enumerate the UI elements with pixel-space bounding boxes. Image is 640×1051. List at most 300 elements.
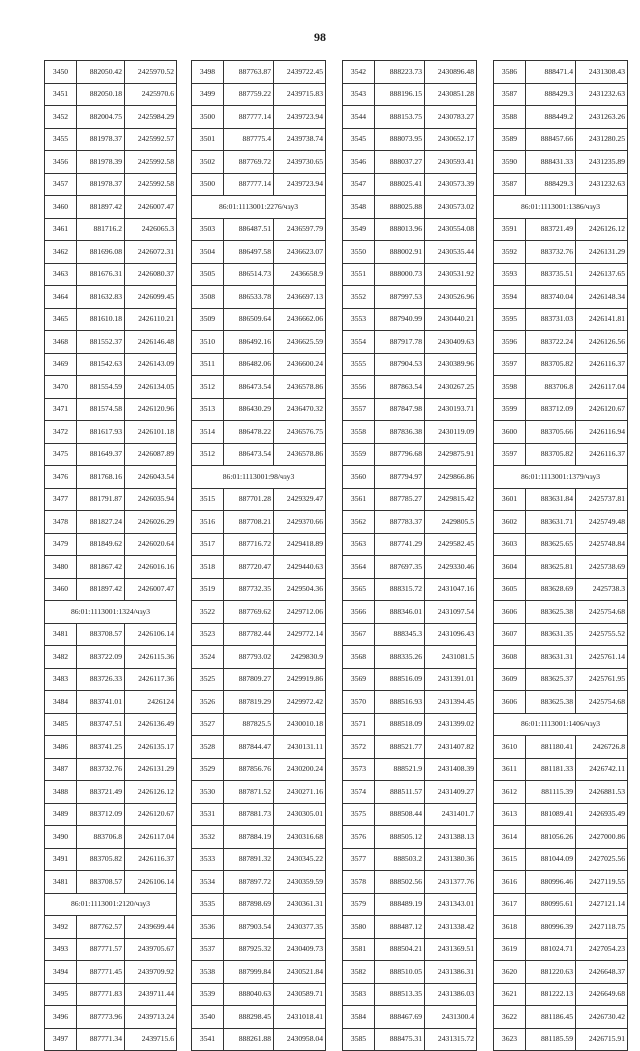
table-row bbox=[45, 1028, 177, 1051]
x-coordinate: 881185.59 bbox=[526, 1028, 576, 1051]
table-row bbox=[494, 893, 628, 916]
table-row bbox=[192, 623, 326, 646]
point-number: 3532 bbox=[192, 826, 224, 849]
x-coordinate: 888505.12 bbox=[375, 826, 425, 849]
x-coordinate: 883625.38 bbox=[526, 601, 576, 624]
x-coordinate: 887904.53 bbox=[375, 353, 425, 376]
point-number: 3541 bbox=[192, 1028, 224, 1051]
x-coordinate: 888013.96 bbox=[375, 218, 425, 241]
y-coordinate: 2430526.96 bbox=[425, 286, 477, 309]
table-row bbox=[494, 1028, 628, 1051]
table-row bbox=[192, 421, 326, 444]
table-row bbox=[494, 308, 628, 331]
y-coordinate: 2436658.9 bbox=[274, 263, 326, 286]
y-coordinate: 2425992.58 bbox=[125, 151, 177, 174]
x-coordinate: 881220.63 bbox=[526, 961, 576, 984]
x-coordinate: 887871.52 bbox=[224, 781, 274, 804]
table-row bbox=[45, 871, 177, 894]
point-number: 3562 bbox=[343, 511, 375, 534]
point-number: 3555 bbox=[343, 353, 375, 376]
table-row bbox=[343, 623, 477, 646]
y-coordinate: 2427025.56 bbox=[576, 848, 628, 871]
point-number: 3526 bbox=[192, 691, 224, 714]
x-coordinate: 883741.25 bbox=[77, 736, 125, 759]
point-number: 3563 bbox=[343, 533, 375, 556]
point-number: 3616 bbox=[494, 871, 526, 894]
x-coordinate: 888475.31 bbox=[375, 1028, 425, 1051]
x-coordinate: 887762.57 bbox=[77, 916, 125, 939]
x-coordinate: 888521.9 bbox=[375, 758, 425, 781]
x-coordinate: 881181.33 bbox=[526, 758, 576, 781]
y-coordinate: 2429329.47 bbox=[274, 488, 326, 511]
y-coordinate: 2430409.63 bbox=[425, 331, 477, 354]
table-row bbox=[343, 151, 477, 174]
y-coordinate: 2426101.18 bbox=[125, 421, 177, 444]
y-coordinate: 2426117.04 bbox=[125, 826, 177, 849]
point-number: 3537 bbox=[192, 938, 224, 961]
y-coordinate: 2429772.14 bbox=[274, 623, 326, 646]
y-coordinate: 2426120.67 bbox=[125, 803, 177, 826]
x-coordinate: 887793.02 bbox=[224, 646, 274, 669]
table-row bbox=[192, 331, 326, 354]
table-row bbox=[45, 533, 177, 556]
y-coordinate: 2436625.59 bbox=[274, 331, 326, 354]
table-row bbox=[45, 173, 177, 196]
table-row bbox=[494, 803, 628, 826]
table-row bbox=[192, 83, 326, 106]
point-number: 3547 bbox=[343, 173, 375, 196]
table-row bbox=[45, 83, 177, 106]
y-coordinate: 2426649.68 bbox=[576, 983, 628, 1006]
y-coordinate: 2426126.56 bbox=[576, 331, 628, 354]
y-coordinate: 2430593.41 bbox=[425, 151, 477, 174]
x-coordinate: 883721.49 bbox=[526, 218, 576, 241]
point-number: 3592 bbox=[494, 241, 526, 264]
table-row bbox=[494, 691, 628, 714]
coordinates-table-1 bbox=[44, 60, 177, 1051]
table-row bbox=[343, 173, 477, 196]
table-row bbox=[494, 848, 628, 871]
point-number: 3517 bbox=[192, 533, 224, 556]
table-row bbox=[494, 961, 628, 984]
y-coordinate: 2430589.71 bbox=[274, 983, 326, 1006]
y-coordinate: 2431343.01 bbox=[425, 893, 477, 916]
y-coordinate: 2425749.48 bbox=[576, 511, 628, 534]
point-number: 3596 bbox=[494, 331, 526, 354]
point-number: 3512 bbox=[192, 376, 224, 399]
x-coordinate: 883625.38 bbox=[526, 691, 576, 714]
x-coordinate: 887732.35 bbox=[224, 578, 274, 601]
x-coordinate: 886478.22 bbox=[224, 421, 274, 444]
x-coordinate: 888471.4 bbox=[526, 61, 576, 84]
table-row bbox=[45, 286, 177, 309]
x-coordinate: 881897.42 bbox=[77, 578, 125, 601]
point-number: 3536 bbox=[192, 916, 224, 939]
y-coordinate: 2429875.91 bbox=[425, 443, 477, 466]
table-row bbox=[494, 376, 628, 399]
table-row bbox=[494, 173, 628, 196]
table-row bbox=[343, 826, 477, 849]
point-number: 3464 bbox=[45, 286, 77, 309]
point-number: 3554 bbox=[343, 331, 375, 354]
x-coordinate: 887769.72 bbox=[224, 151, 274, 174]
y-coordinate: 2429418.89 bbox=[274, 533, 326, 556]
y-coordinate: 2425970.52 bbox=[125, 61, 177, 84]
y-coordinate: 2429815.42 bbox=[425, 488, 477, 511]
y-coordinate: 2426080.37 bbox=[125, 263, 177, 286]
y-coordinate: 2425754.68 bbox=[576, 691, 628, 714]
y-coordinate: 2427000.86 bbox=[576, 826, 628, 849]
y-coordinate: 2431386.31 bbox=[425, 961, 477, 984]
x-coordinate: 887775.4 bbox=[224, 128, 274, 151]
y-coordinate: 2426035.94 bbox=[125, 488, 177, 511]
x-coordinate: 883735.51 bbox=[526, 263, 576, 286]
y-coordinate: 2429866.86 bbox=[425, 466, 477, 489]
table-row bbox=[192, 1006, 326, 1029]
x-coordinate: 888040.63 bbox=[224, 983, 274, 1006]
x-coordinate: 887708.21 bbox=[224, 511, 274, 534]
x-coordinate: 887771.83 bbox=[77, 983, 125, 1006]
x-coordinate: 888429.3 bbox=[526, 173, 576, 196]
point-number: 3455 bbox=[45, 128, 77, 151]
point-number: 3524 bbox=[192, 646, 224, 669]
x-coordinate: 887847.98 bbox=[375, 398, 425, 421]
parcel-header-row bbox=[494, 713, 628, 736]
point-number: 3462 bbox=[45, 241, 77, 264]
table-row bbox=[45, 61, 177, 84]
table-row bbox=[192, 803, 326, 826]
table-row bbox=[45, 331, 177, 354]
y-coordinate: 2431377.76 bbox=[425, 871, 477, 894]
y-coordinate: 2429440.63 bbox=[274, 556, 326, 579]
table-row bbox=[343, 331, 477, 354]
point-number: 3577 bbox=[343, 848, 375, 871]
point-number: 3500 bbox=[192, 173, 224, 196]
point-number: 3598 bbox=[494, 376, 526, 399]
point-number: 3477 bbox=[45, 488, 77, 511]
y-coordinate: 2439723.94 bbox=[274, 173, 326, 196]
table-row bbox=[45, 668, 177, 691]
y-coordinate: 2430652.17 bbox=[425, 128, 477, 151]
y-coordinate: 2431407.82 bbox=[425, 736, 477, 759]
x-coordinate: 888196.15 bbox=[375, 83, 425, 106]
point-number: 3500 bbox=[192, 106, 224, 129]
point-number: 3503 bbox=[192, 218, 224, 241]
point-number: 3605 bbox=[494, 578, 526, 601]
point-number: 3480 bbox=[45, 556, 77, 579]
x-coordinate: 887769.62 bbox=[224, 601, 274, 624]
point-number: 3604 bbox=[494, 556, 526, 579]
point-number: 3528 bbox=[192, 736, 224, 759]
table-row bbox=[494, 421, 628, 444]
table-row bbox=[192, 871, 326, 894]
x-coordinate: 882004.75 bbox=[77, 106, 125, 129]
y-coordinate: 2430119.09 bbox=[425, 421, 477, 444]
point-number: 3550 bbox=[343, 241, 375, 264]
x-coordinate: 887771.45 bbox=[77, 961, 125, 984]
x-coordinate: 881897.42 bbox=[77, 196, 125, 219]
x-coordinate: 888037.27 bbox=[375, 151, 425, 174]
point-number: 3529 bbox=[192, 758, 224, 781]
y-coordinate: 2425748.84 bbox=[576, 533, 628, 556]
point-number: 3490 bbox=[45, 826, 77, 849]
x-coordinate: 887881.73 bbox=[224, 803, 274, 826]
table-row bbox=[192, 1028, 326, 1051]
table-row bbox=[343, 61, 477, 84]
y-coordinate: 2426141.81 bbox=[576, 308, 628, 331]
table-row bbox=[343, 758, 477, 781]
y-coordinate: 2436600.24 bbox=[274, 353, 326, 376]
y-coordinate: 2430200.24 bbox=[274, 758, 326, 781]
y-coordinate: 2429712.06 bbox=[274, 601, 326, 624]
x-coordinate: 886487.51 bbox=[224, 218, 274, 241]
point-number: 3461 bbox=[45, 218, 77, 241]
table-row bbox=[192, 353, 326, 376]
table-row bbox=[343, 916, 477, 939]
point-number: 3569 bbox=[343, 668, 375, 691]
x-coordinate: 881044.09 bbox=[526, 848, 576, 871]
table-row bbox=[45, 196, 177, 219]
y-coordinate: 2427119.55 bbox=[576, 871, 628, 894]
point-number: 3519 bbox=[192, 578, 224, 601]
table-row bbox=[343, 601, 477, 624]
point-number: 3572 bbox=[343, 736, 375, 759]
y-coordinate: 2430531.92 bbox=[425, 263, 477, 286]
x-coordinate: 881222.13 bbox=[526, 983, 576, 1006]
table-row bbox=[343, 938, 477, 961]
point-number: 3564 bbox=[343, 556, 375, 579]
table-row bbox=[494, 781, 628, 804]
y-coordinate: 2426116.37 bbox=[576, 443, 628, 466]
y-coordinate: 2430193.71 bbox=[425, 398, 477, 421]
x-coordinate: 881180.41 bbox=[526, 736, 576, 759]
y-coordinate: 2426124 bbox=[125, 691, 177, 714]
table-row bbox=[494, 241, 628, 264]
x-coordinate: 888298.45 bbox=[224, 1006, 274, 1029]
y-coordinate: 2426137.65 bbox=[576, 263, 628, 286]
y-coordinate: 2429582.45 bbox=[425, 533, 477, 556]
y-coordinate: 2436578.86 bbox=[274, 376, 326, 399]
x-coordinate: 887897.72 bbox=[224, 871, 274, 894]
point-number: 3499 bbox=[192, 83, 224, 106]
y-coordinate: 2431232.63 bbox=[576, 83, 628, 106]
y-coordinate: 2431386.03 bbox=[425, 983, 477, 1006]
parcel-cadastral-number: 86:01:1113001:1324/чзу3 bbox=[45, 601, 177, 624]
parcel-header-row bbox=[45, 893, 177, 916]
y-coordinate: 2431391.01 bbox=[425, 668, 477, 691]
y-coordinate: 2430440.21 bbox=[425, 308, 477, 331]
table-row bbox=[192, 106, 326, 129]
x-coordinate: 887777.14 bbox=[224, 173, 274, 196]
point-number: 3531 bbox=[192, 803, 224, 826]
table-row bbox=[494, 556, 628, 579]
y-coordinate: 2431081.5 bbox=[425, 646, 477, 669]
y-coordinate: 2426131.29 bbox=[576, 241, 628, 264]
table-row bbox=[192, 308, 326, 331]
x-coordinate: 883631.84 bbox=[526, 488, 576, 511]
point-number: 3491 bbox=[45, 848, 77, 871]
point-number: 3608 bbox=[494, 646, 526, 669]
table-row bbox=[192, 578, 326, 601]
y-coordinate: 2436470.32 bbox=[274, 398, 326, 421]
point-number: 3591 bbox=[494, 218, 526, 241]
point-number: 3498 bbox=[192, 61, 224, 84]
table-row bbox=[45, 128, 177, 151]
table-row bbox=[45, 916, 177, 939]
table-row bbox=[192, 916, 326, 939]
point-number: 3551 bbox=[343, 263, 375, 286]
y-coordinate: 2426026.29 bbox=[125, 511, 177, 534]
x-coordinate: 887836.38 bbox=[375, 421, 425, 444]
x-coordinate: 887782.44 bbox=[224, 623, 274, 646]
x-coordinate: 887999.84 bbox=[224, 961, 274, 984]
x-coordinate: 883625.65 bbox=[526, 533, 576, 556]
point-number: 3513 bbox=[192, 398, 224, 421]
table-row bbox=[343, 511, 477, 534]
point-number: 3595 bbox=[494, 308, 526, 331]
point-number: 3578 bbox=[343, 871, 375, 894]
point-number: 3494 bbox=[45, 961, 77, 984]
y-coordinate: 2431232.63 bbox=[576, 173, 628, 196]
table-row bbox=[343, 781, 477, 804]
y-coordinate: 2425754.68 bbox=[576, 601, 628, 624]
table-row bbox=[343, 736, 477, 759]
y-coordinate: 2426648.37 bbox=[576, 961, 628, 984]
table-row bbox=[494, 736, 628, 759]
table-row bbox=[343, 241, 477, 264]
point-number: 3587 bbox=[494, 173, 526, 196]
table-row bbox=[494, 218, 628, 241]
parcel-header-row bbox=[192, 466, 326, 489]
y-coordinate: 2429972.42 bbox=[274, 691, 326, 714]
point-number: 3621 bbox=[494, 983, 526, 1006]
coordinates-table-2 bbox=[191, 60, 326, 1051]
table-row bbox=[192, 646, 326, 669]
table-row bbox=[192, 826, 326, 849]
point-number: 3533 bbox=[192, 848, 224, 871]
x-coordinate: 883712.09 bbox=[77, 803, 125, 826]
x-coordinate: 888516.93 bbox=[375, 691, 425, 714]
y-coordinate: 2429919.86 bbox=[274, 668, 326, 691]
coordinates-table-4 bbox=[493, 60, 628, 1051]
x-coordinate: 887856.76 bbox=[224, 758, 274, 781]
y-coordinate: 2427121.14 bbox=[576, 893, 628, 916]
point-number: 3522 bbox=[192, 601, 224, 624]
x-coordinate: 888345.3 bbox=[375, 623, 425, 646]
y-coordinate: 2431047.16 bbox=[425, 578, 477, 601]
y-coordinate: 2430389.96 bbox=[425, 353, 477, 376]
point-number: 3597 bbox=[494, 443, 526, 466]
y-coordinate: 2426146.48 bbox=[125, 331, 177, 354]
y-coordinate: 2439738.74 bbox=[274, 128, 326, 151]
point-number: 3483 bbox=[45, 668, 77, 691]
y-coordinate: 2429830.9 bbox=[274, 646, 326, 669]
y-coordinate: 2436697.13 bbox=[274, 286, 326, 309]
point-number: 3512 bbox=[192, 443, 224, 466]
x-coordinate: 888457.66 bbox=[526, 128, 576, 151]
point-number: 3618 bbox=[494, 916, 526, 939]
point-number: 3612 bbox=[494, 781, 526, 804]
point-number: 3561 bbox=[343, 488, 375, 511]
table-row bbox=[343, 983, 477, 1006]
x-coordinate: 881791.87 bbox=[77, 488, 125, 511]
table-row bbox=[45, 578, 177, 601]
y-coordinate: 2439705.67 bbox=[125, 938, 177, 961]
point-number: 3575 bbox=[343, 803, 375, 826]
point-number: 3515 bbox=[192, 488, 224, 511]
table-row bbox=[192, 218, 326, 241]
table-row bbox=[343, 466, 477, 489]
table-row bbox=[343, 106, 477, 129]
table-row bbox=[45, 623, 177, 646]
table-row bbox=[494, 758, 628, 781]
table-row bbox=[45, 241, 177, 264]
x-coordinate: 883631.31 bbox=[526, 646, 576, 669]
y-coordinate: 2426126.12 bbox=[125, 781, 177, 804]
x-coordinate: 888315.72 bbox=[375, 578, 425, 601]
table-row bbox=[192, 398, 326, 421]
x-coordinate: 887759.22 bbox=[224, 83, 274, 106]
table-row bbox=[343, 488, 477, 511]
point-number: 3452 bbox=[45, 106, 77, 129]
point-number: 3586 bbox=[494, 61, 526, 84]
x-coordinate: 881676.31 bbox=[77, 263, 125, 286]
table-row bbox=[343, 128, 477, 151]
y-coordinate: 2431280.25 bbox=[576, 128, 628, 151]
x-coordinate: 887697.35 bbox=[375, 556, 425, 579]
point-number: 3583 bbox=[343, 983, 375, 1006]
table-row bbox=[192, 691, 326, 714]
table-row bbox=[192, 893, 326, 916]
x-coordinate: 881849.62 bbox=[77, 533, 125, 556]
x-coordinate: 883708.57 bbox=[77, 623, 125, 646]
table-row bbox=[192, 781, 326, 804]
x-coordinate: 888503.2 bbox=[375, 848, 425, 871]
y-coordinate: 2426106.14 bbox=[125, 871, 177, 894]
table-row bbox=[45, 758, 177, 781]
y-coordinate: 2426143.09 bbox=[125, 353, 177, 376]
point-number: 3587 bbox=[494, 83, 526, 106]
x-coordinate: 883722.24 bbox=[526, 331, 576, 354]
y-coordinate: 2429805.5 bbox=[425, 511, 477, 534]
parcel-cadastral-number: 86:01:1113001:98/чзу3 bbox=[192, 466, 326, 489]
point-number: 3482 bbox=[45, 646, 77, 669]
x-coordinate: 887796.68 bbox=[375, 443, 425, 466]
x-coordinate: 886482.06 bbox=[224, 353, 274, 376]
x-coordinate: 880995.61 bbox=[526, 893, 576, 916]
y-coordinate: 2430271.16 bbox=[274, 781, 326, 804]
y-coordinate: 2431338.42 bbox=[425, 916, 477, 939]
y-coordinate: 2430361.31 bbox=[274, 893, 326, 916]
point-number: 3475 bbox=[45, 443, 77, 466]
table-row bbox=[494, 871, 628, 894]
point-number: 3514 bbox=[192, 421, 224, 444]
y-coordinate: 2426116.37 bbox=[125, 848, 177, 871]
table-row bbox=[494, 916, 628, 939]
point-number: 3463 bbox=[45, 263, 77, 286]
y-coordinate: 2425738.3 bbox=[576, 578, 628, 601]
table-row bbox=[494, 106, 628, 129]
y-coordinate: 2431097.54 bbox=[425, 601, 477, 624]
point-number: 3606 bbox=[494, 601, 526, 624]
point-number: 3611 bbox=[494, 758, 526, 781]
x-coordinate: 881649.37 bbox=[77, 443, 125, 466]
y-coordinate: 2430267.25 bbox=[425, 376, 477, 399]
point-number: 3538 bbox=[192, 961, 224, 984]
point-number: 3613 bbox=[494, 803, 526, 826]
table-row bbox=[192, 961, 326, 984]
x-coordinate: 887903.54 bbox=[224, 916, 274, 939]
